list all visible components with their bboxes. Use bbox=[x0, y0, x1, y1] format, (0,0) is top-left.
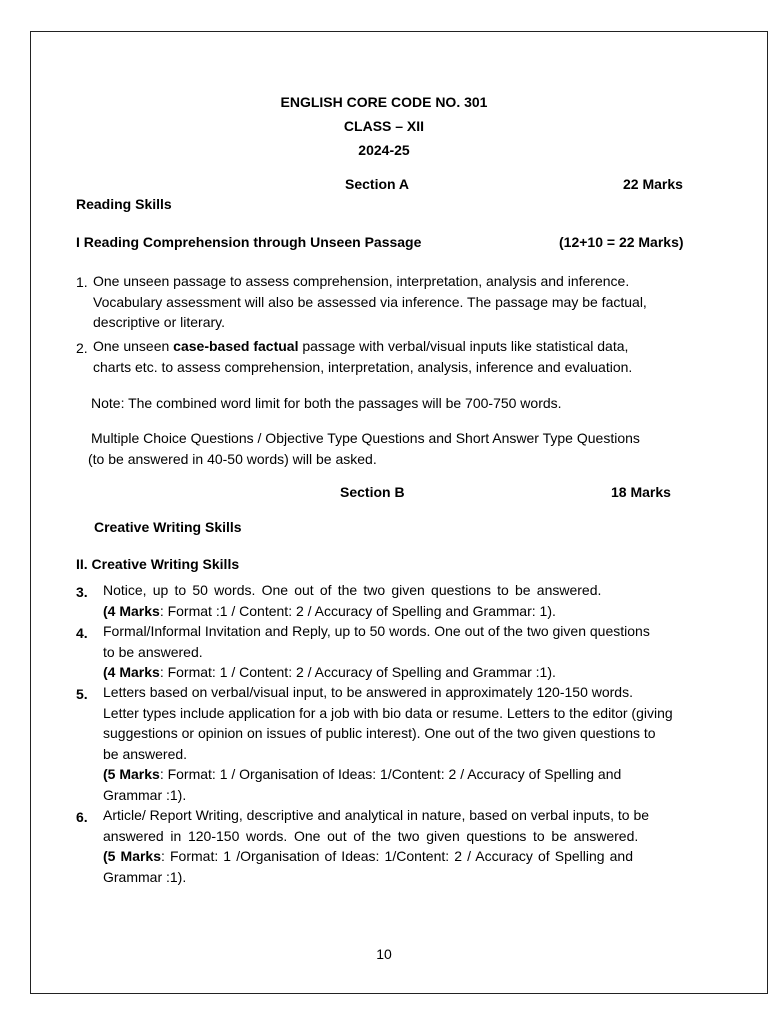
item-line: One unseen passage to assess comprehension, interpretation, analysis and inference. bbox=[93, 273, 630, 289]
section-b-label: Section B bbox=[340, 484, 405, 500]
item-line: descriptive or literary. bbox=[93, 314, 226, 330]
section-b-marks: 18 Marks bbox=[611, 484, 671, 500]
item-number: 4. bbox=[76, 625, 88, 641]
list-item bbox=[103, 580, 700, 621]
item-number: 5. bbox=[76, 686, 88, 702]
marks-breakdown: : Format :1 / Content: 2 / Accuracy of Spelling and Grammar: 1). bbox=[159, 602, 556, 619]
year-heading: 2024-25 bbox=[358, 142, 410, 158]
item-marks bbox=[103, 662, 700, 683]
item-line: Formal/Informal Invitation and Reply, up to 50 words. One out of the two given questions bbox=[103, 623, 650, 639]
item-line: charts etc. to assess comprehension, interpretation, analysis, inference and evaluation. bbox=[93, 358, 633, 375]
question-types-note bbox=[88, 428, 701, 469]
note-line: Multiple Choice Questions / Objective Type Questions and Short Answer Type Questions bbox=[91, 430, 640, 446]
item-line: Notice, up to 50 words. One out of the two given questions to be answered. bbox=[103, 582, 602, 598]
item-line bbox=[93, 336, 703, 357]
list-item bbox=[103, 805, 700, 887]
marks-label: (4 Marks bbox=[103, 602, 160, 619]
word-limit-note: Note: The combined word limit for both the passages will be 700-750 words. bbox=[91, 395, 562, 411]
reading-skills-heading: Reading Skills bbox=[76, 196, 172, 212]
marks-label: (4 Marks bbox=[103, 664, 160, 680]
marks-breakdown: : Format: 1 / Organisation of Ideas: 1/Content: 2 / Accuracy of Spelling and bbox=[159, 766, 622, 782]
section-a-label: Section A bbox=[345, 176, 410, 192]
text-run: passage with verbal/visual inputs like statistical data, bbox=[298, 338, 629, 354]
note-line: (to be answered in 40-50 words) will be asked. bbox=[88, 450, 377, 467]
emphasis-text: case-based factual bbox=[173, 338, 299, 354]
section-a-marks: 22 Marks bbox=[623, 176, 683, 192]
creative-writing-heading: Creative Writing Skills bbox=[94, 519, 242, 535]
item-marks bbox=[103, 601, 700, 622]
text-run: One unseen bbox=[93, 338, 174, 354]
document-title: ENGLISH CORE CODE NO. 301 bbox=[280, 94, 488, 110]
item-marks-continued: Grammar :1). bbox=[103, 868, 187, 885]
item-number: 3. bbox=[76, 584, 88, 600]
item-marks bbox=[103, 764, 700, 785]
marks-breakdown: : Format: 1 /Organisation of Ideas: 1/Content: 2 / Accuracy of Spelling and bbox=[161, 848, 633, 864]
item-line: Letter types include application for a job with bio data or resume. Letters to the editor (giving bbox=[103, 704, 673, 721]
list-item bbox=[93, 271, 703, 333]
part-one-title: I Reading Comprehension through Unseen Passage bbox=[76, 234, 422, 250]
item-line: Vocabulary assessment will also be assessed via inference. The passage may be factual, bbox=[93, 293, 647, 310]
item-line: suggestions or opinion on issues of public interest). One out of the two given questions to bbox=[103, 725, 656, 741]
marks-breakdown: : Format: 1 / Content: 2 / Accuracy of Spelling and Grammar :1). bbox=[159, 664, 556, 680]
marks-label: (5 Marks bbox=[103, 848, 162, 864]
item-number: 1. bbox=[76, 274, 88, 290]
item-marks-continued: Grammar :1). bbox=[103, 786, 187, 803]
class-heading: CLASS – XII bbox=[343, 118, 425, 134]
list-item bbox=[93, 336, 703, 377]
part-two-title: II. Creative Writing Skills bbox=[76, 556, 240, 572]
marks-label: (5 Marks bbox=[103, 766, 160, 782]
item-line: be answered. bbox=[103, 745, 188, 762]
item-marks bbox=[103, 846, 700, 867]
item-line: Letters based on verbal/visual input, to be answered in approximately 120-150 words. bbox=[103, 684, 633, 700]
item-line: answered in 120-150 words. One out of the two given questions to be answered. bbox=[103, 827, 639, 844]
item-line: to be answered. bbox=[103, 643, 203, 660]
part-one-marks: (12+10 = 22 Marks) bbox=[559, 234, 684, 250]
list-item bbox=[103, 682, 700, 805]
page-number: 10 bbox=[376, 946, 392, 962]
item-line: Article/ Report Writing, descriptive and analytical in nature, based on verbal inputs, to be bbox=[103, 807, 650, 823]
list-item bbox=[103, 621, 700, 683]
item-number: 6. bbox=[76, 809, 88, 825]
item-number: 2. bbox=[76, 340, 88, 356]
